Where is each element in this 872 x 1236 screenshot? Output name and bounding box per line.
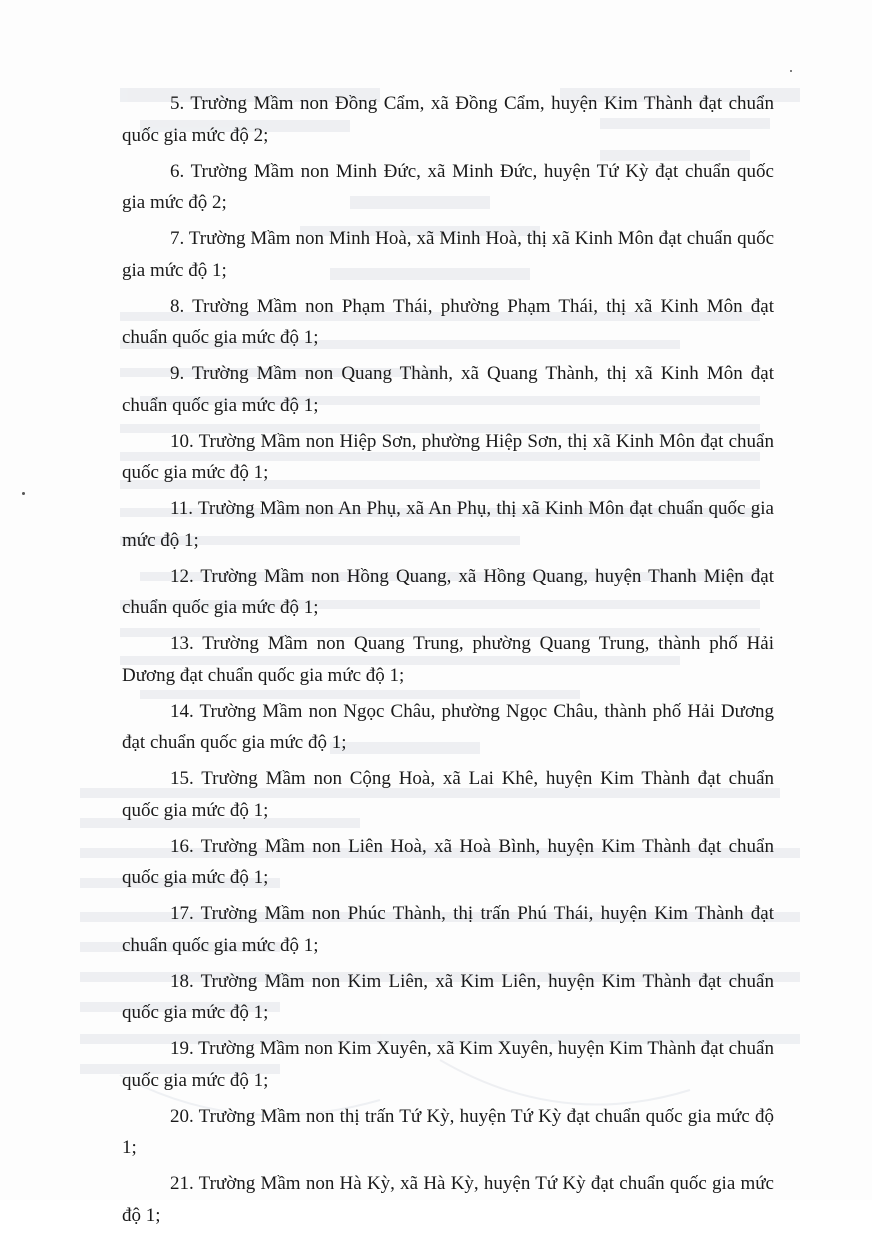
list-item: 16. Trường Mầm non Liên Hoà, xã Hoà Bình, huyện Kim Thành đạt chuẩn quốc gia mức độ 1; — [122, 835, 774, 888]
list-item: 13. Trường Mầm non Quang Trung, phường Quang Trung, thành phố Hải Dương đạt chuẩn quốc gia mức độ 1; — [122, 633, 774, 686]
list-item: 12. Trường Mầm non Hồng Quang, xã Hồng Quang, huyện Thanh Miện đạt chuẩn quốc gia mức độ 1; — [122, 565, 774, 618]
list-item: 5. Trường Mầm non Đồng Cẩm, xã Đồng Cẩm, huyện Kim Thành đạt chuẩn quốc gia mức độ 2; — [122, 93, 774, 146]
list-item: 10. Trường Mầm non Hiệp Sơn, phường Hiệp Sơn, thị xã Kinh Môn đạt chuẩn quốc gia mức độ 1; — [122, 430, 774, 483]
list-item: 17. Trường Mầm non Phúc Thành, thị trấn Phú Thái, huyện Kim Thành đạt chuẩn quốc gia mức độ 1; — [122, 903, 774, 956]
list-item: 9. Trường Mầm non Quang Thành, xã Quang Thành, thị xã Kinh Môn đạt chuẩn quốc gia mức độ 1; — [122, 363, 774, 416]
list-item: 14. Trường Mầm non Ngọc Châu, phường Ngọc Châu, thành phố Hải Dương đạt chuẩn quốc gia mức độ 1; — [122, 700, 774, 753]
school-list — [122, 88, 774, 1236]
list-item: 20. Trường Mầm non thị trấn Tứ Kỳ, huyện Tứ Kỳ đạt chuẩn quốc gia mức độ 1; — [122, 1105, 774, 1158]
scan-speck — [22, 492, 25, 495]
scan-speck — [790, 70, 792, 72]
list-item: 7. Trường Mầm non Minh Hoà, xã Minh Hoà, thị xã Kinh Môn đạt chuẩn quốc gia mức độ 1; — [122, 228, 774, 281]
list-item: 21. Trường Mầm non Hà Kỳ, xã Hà Kỳ, huyện Tứ Kỳ đạt chuẩn quốc gia mức độ 1; — [122, 1173, 774, 1226]
list-item: 15. Trường Mầm non Cộng Hoà, xã Lai Khê, huyện Kim Thành đạt chuẩn quốc gia mức độ 1; — [122, 768, 774, 821]
list-item: 18. Trường Mầm non Kim Liên, xã Kim Liên, huyện Kim Thành đạt chuẩn quốc gia mức độ 1; — [122, 970, 774, 1023]
list-item: 19. Trường Mầm non Kim Xuyên, xã Kim Xuyên, huyện Kim Thành đạt chuẩn quốc gia mức độ 1; — [122, 1038, 774, 1091]
list-item: 11. Trường Mầm non An Phụ, xã An Phụ, thị xã Kinh Môn đạt chuẩn quốc gia mức độ 1; — [122, 498, 774, 551]
list-item: 6. Trường Mầm non Minh Đức, xã Minh Đức, huyện Tứ Kỳ đạt chuẩn quốc gia mức độ 2; — [122, 160, 774, 213]
list-item: 8. Trường Mầm non Phạm Thái, phường Phạm Thái, thị xã Kinh Môn đạt chuẩn quốc gia mức độ 1; — [122, 295, 774, 348]
